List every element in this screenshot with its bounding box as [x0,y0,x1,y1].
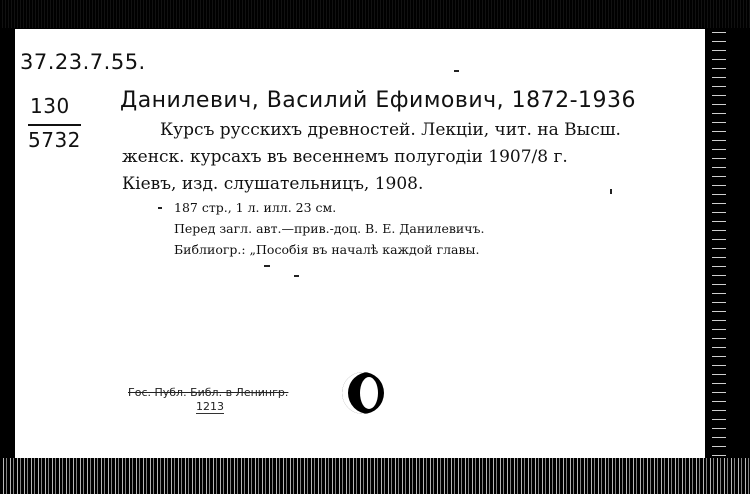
title-line-3: Кіевъ, изд. слушательницъ, 1908. [122,174,424,194]
ink-speck [264,265,270,267]
shelf-mark-top: 130 [30,94,70,118]
call-number: 37.23.7.55. [20,50,146,74]
scan-border-top [0,0,750,28]
library-stamp: Гос. Публ. Библ. в Ленингр. [128,386,289,399]
author-note: Перед загл. авт.—прив.-доц. В. Е. Данилевичъ. [174,221,485,236]
shelf-mark-bottom: 5732 [28,124,81,152]
title-line-1: Курсъ русскихъ древностей. Лекціи, чит. на Высш. [160,120,621,140]
card-punch-hole-inner [360,377,378,409]
scan-border-right [712,28,726,458]
scan-border-bottom [0,458,750,494]
library-stamp-number: 1213 [196,400,224,413]
ink-speck [158,207,162,209]
ink-speck [454,70,459,72]
bibliography-note: Библиогр.: „Пособія въ началѣ каждой главы. [174,242,480,257]
collation-line: 187 стр., 1 л. илл. 23 см. [174,200,337,215]
ink-speck [294,275,299,277]
ink-speck [610,189,612,194]
title-line-2: женск. курсахъ въ весеннемъ полугодіи 1907/8 г. [122,147,568,167]
author-heading: Данилевич, Василий Ефимович, 1872-1936 [120,88,637,113]
